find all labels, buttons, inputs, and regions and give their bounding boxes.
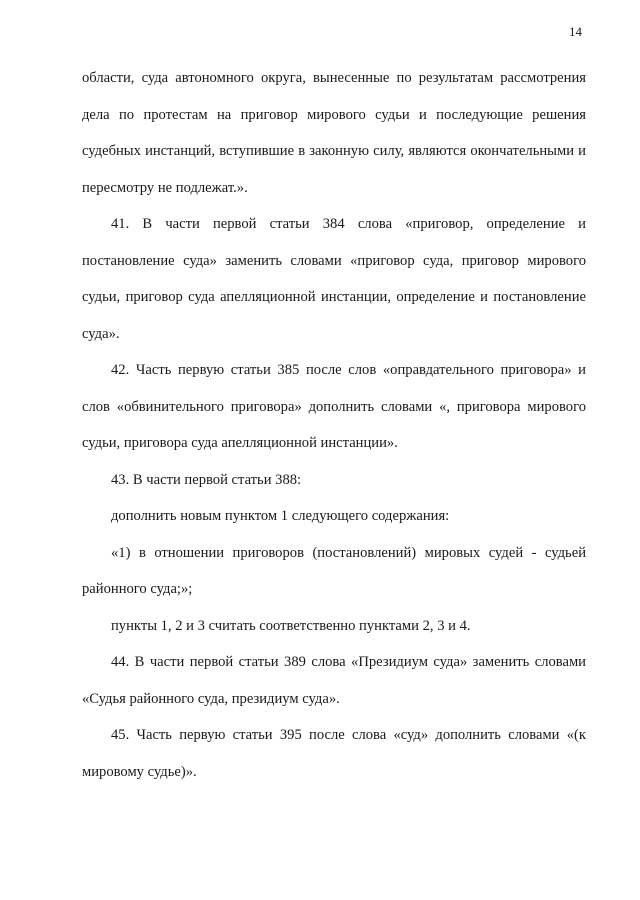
paragraph-item-43-instruction: дополнить новым пунктом 1 следующего содержания: bbox=[111, 508, 450, 524]
paragraph-item-43-renumber: пункты 1, 2 и 3 считать соответственно пунктами 2, 3 и 4. bbox=[111, 617, 471, 634]
paragraph-item-42: 42. Часть первую статьи 385 после слов «оправдательного приговора» и слов «обвинительного приговора» дополнить словами «, приговора мирового судьи, приговора суда апелляционной инстанции». bbox=[82, 362, 586, 451]
paragraph-item-45: 45. Часть первую статьи 395 после слова «суд» дополнить словами «(к мировому судье)». bbox=[82, 727, 586, 780]
paragraph-continuation: области, суда автономного округа, вынесенные по результатам рассмотрения дела по протестам на приговор мирового судьи и последующие решения судебных инстанций, вступившие в законную силу, являются окончательными и пересмотру не подлежат.». bbox=[82, 70, 586, 196]
paragraph-item-44: 44. В части первой статьи 389 слова «Президиум суда» заменить словами «Судья районного суда, президиум суда». bbox=[82, 654, 586, 707]
paragraph-item-41: 41. В части первой статьи 384 слова «приговор, определение и постановление суда» заменить словами «приговор суда, приговор мирового судьи, приговор суда апелляционной инстанции, определение и постановление суда». bbox=[82, 216, 586, 342]
page-number: 14 bbox=[569, 24, 582, 39]
document-body bbox=[82, 60, 586, 790]
paragraph-item-43-quote: «1) в отношении приговоров (постановлений) мировых судей - судьей районного суда;»; bbox=[82, 544, 586, 597]
paragraph-item-43: 43. В части первой статьи 388: bbox=[111, 471, 302, 488]
